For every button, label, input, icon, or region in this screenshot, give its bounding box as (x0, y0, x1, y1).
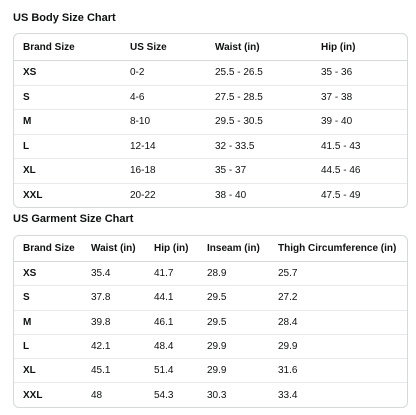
table-cell: 12-14 (121, 134, 206, 159)
table-row (14, 134, 407, 159)
table-header-row (14, 34, 407, 61)
table-cell: 35 - 37 (206, 159, 312, 184)
table-cell: 41.5 - 43 (312, 134, 407, 159)
table-cell: 54.3 (154, 389, 174, 401)
table-cell: 31.6 (269, 359, 407, 383)
table-row (14, 183, 407, 207)
column-header: Brand Size (14, 34, 121, 61)
table-cell: 44.5 - 46 (312, 159, 407, 184)
table-cell: M (14, 110, 121, 135)
table-cell: 44.1 (145, 286, 198, 310)
body-size-table-container (13, 33, 408, 208)
table-row (14, 286, 407, 310)
table-cell: 16-18 (121, 159, 206, 184)
column-header: Thigh Circumference (in) (269, 236, 407, 262)
table-cell: 47.5 - 49 (321, 189, 361, 201)
column-header: US Size (121, 34, 206, 61)
table-cell: XXL (23, 189, 43, 201)
table-cell: 39.8 (82, 310, 145, 334)
table-cell: S (14, 286, 82, 310)
table-row (14, 110, 407, 135)
table-cell: 38 - 40 (215, 189, 247, 201)
table-cell: 48.4 (145, 334, 198, 358)
table-row (14, 61, 407, 86)
table-cell: 4-6 (121, 85, 206, 110)
table-cell: S (14, 85, 121, 110)
table-cell: L (14, 134, 121, 159)
table-cell: 25.5 - 26.5 (206, 61, 312, 86)
table-cell: L (14, 334, 82, 358)
table-row (14, 85, 407, 110)
table-cell: 32 - 33.5 (206, 134, 312, 159)
table-cell: 29.9 (198, 359, 269, 383)
table-cell: 29.9 (198, 334, 269, 358)
table-cell: 37 - 38 (312, 85, 407, 110)
table-cell: 28.9 (198, 262, 269, 286)
table-row (14, 262, 407, 286)
body-size-table (14, 34, 407, 207)
table-cell: 27.5 - 28.5 (206, 85, 312, 110)
column-header: Waist (in) (206, 34, 312, 61)
table-cell: 29.5 (198, 286, 269, 310)
table-row (14, 383, 407, 407)
table-cell: 48 (91, 389, 103, 401)
table-cell: 29.5 (198, 310, 269, 334)
table-cell: XS (14, 61, 121, 86)
table-row (14, 359, 407, 383)
table-cell: 28.4 (269, 310, 407, 334)
table-cell: 37.8 (82, 286, 145, 310)
column-header: Waist (in) (82, 236, 145, 262)
table-cell: 39 - 40 (312, 110, 407, 135)
table-row (14, 334, 407, 358)
table-cell: XXL (23, 389, 43, 401)
table-cell: 35.4 (82, 262, 145, 286)
garment-size-chart-title: US Garment Size Chart (13, 213, 134, 225)
table-row (14, 310, 407, 334)
table-cell: 8-10 (121, 110, 206, 135)
table-cell: 29.5 - 30.5 (206, 110, 312, 135)
table-cell: XS (14, 262, 82, 286)
table-cell: 46.1 (145, 310, 198, 334)
garment-size-table-container (13, 235, 408, 408)
table-cell: 25.7 (269, 262, 407, 286)
table-cell: 33.4 (278, 389, 298, 401)
column-header: Hip (in) (145, 236, 198, 262)
table-cell: 45.1 (82, 359, 145, 383)
table-cell: M (14, 310, 82, 334)
table-cell: 30.3 (207, 389, 227, 401)
column-header: Brand Size (14, 236, 82, 262)
column-header: Hip (in) (312, 34, 407, 61)
table-cell: 20-22 (130, 189, 156, 201)
table-cell: 0-2 (121, 61, 206, 86)
table-cell: 29.9 (269, 334, 407, 358)
table-row (14, 159, 407, 184)
table-header-row (14, 236, 407, 262)
table-cell: 27.2 (269, 286, 407, 310)
table-cell: XL (14, 359, 82, 383)
table-cell: 42.1 (82, 334, 145, 358)
table-cell: XL (14, 159, 121, 184)
garment-size-table (14, 236, 407, 407)
column-header: Inseam (in) (198, 236, 269, 262)
table-cell: 35 - 36 (312, 61, 407, 86)
table-cell: 51.4 (145, 359, 198, 383)
body-size-chart-title: US Body Size Chart (13, 12, 116, 24)
table-cell: 41.7 (145, 262, 198, 286)
